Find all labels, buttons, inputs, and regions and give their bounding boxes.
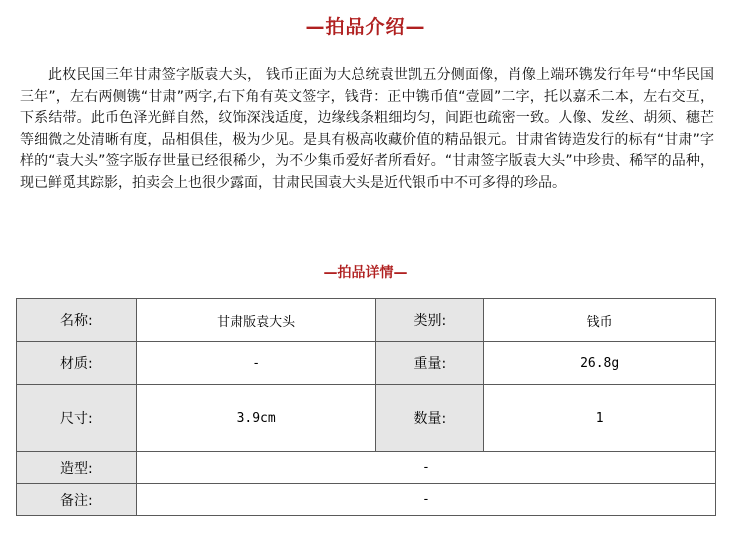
table-row <box>17 299 716 342</box>
quantity-value: 1 <box>484 385 716 452</box>
notes-value: - <box>136 484 715 516</box>
shape-value: - <box>136 452 715 484</box>
material-label: 材质: <box>17 342 137 385</box>
size-label: 尺寸: <box>17 385 137 452</box>
material-value: - <box>136 342 376 385</box>
table-row <box>17 385 716 452</box>
size-value: 3.9cm <box>136 385 376 452</box>
table-row <box>17 484 716 516</box>
shape-label: 造型: <box>17 452 137 484</box>
name-label: 名称: <box>17 299 137 342</box>
category-label: 类别: <box>376 299 484 342</box>
category-value: 钱币 <box>484 299 716 342</box>
table-row <box>17 452 716 484</box>
table-row <box>17 342 716 385</box>
intro-section-title: —拍品介绍— <box>305 16 426 38</box>
name-value: 甘肃版袁大头 <box>136 299 376 342</box>
notes-label: 备注: <box>17 484 137 516</box>
weight-value: 26.8g <box>484 342 716 385</box>
quantity-label: 数量: <box>376 385 484 452</box>
intro-paragraph: 此枚民国三年甘肃签字版袁大头， 钱币正面为大总统袁世凯五分侧面像，肖像上端环镌发行年号“中华民国三年”，左右两侧镌“甘肃”两字,右下角有英文签字，钱背：正中镌币值“壹圆”二字，托以嘉禾二本，左右交互，下系结带。此币色泽光鲜自然，纹饰深浅适度，边缘线条粗细均匀，间距也疏密一致。人像、发丝、胡须、穗芒等细微之处清晰有度，品相俱佳，极为少见。是具有极高收藏价值的精品银元。甘肃省铸造发行的标有“甘肃”字样的“袁大头”签字版存世量已经很稀少，为不少集币爱好者所看好。“甘肃签字版袁大头”中珍贵、稀罕的品种，现已鲜觅其踪影，拍卖会上也很少露面，甘肃民国袁大头是近代银币中不可多得的珍品。 <box>20 67 714 191</box>
details-section-title: —拍品详情— <box>323 265 408 281</box>
details-table <box>16 298 716 516</box>
weight-label: 重量: <box>376 342 484 385</box>
